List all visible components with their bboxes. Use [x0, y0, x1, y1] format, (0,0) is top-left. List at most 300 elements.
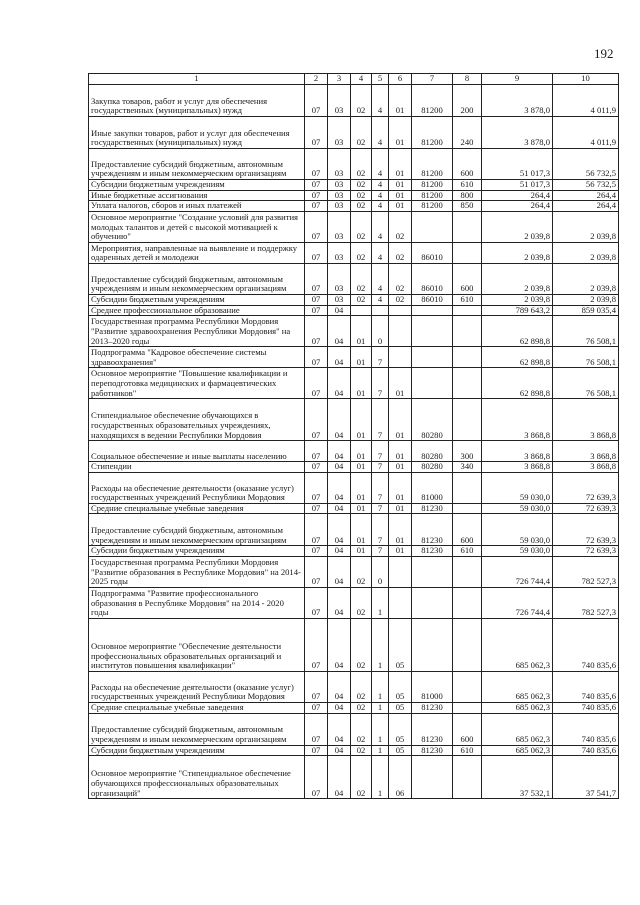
amount-col-10: 740 835,6 — [553, 672, 619, 703]
table-row — [89, 441, 619, 462]
section-code: 07 — [305, 745, 328, 756]
amount-col-10: 37 541,7 — [553, 756, 619, 799]
subprogram-code: 7 — [372, 347, 389, 368]
amount-col-9: 2 039,8 — [482, 294, 553, 305]
subprogram-code: 1 — [372, 588, 389, 619]
event-code: 02 — [389, 263, 412, 294]
column-header: 10 — [553, 74, 619, 85]
subsection-code: 04 — [328, 546, 351, 557]
expense-code: 81200 — [412, 180, 453, 191]
amount-col-10: 740 835,6 — [553, 703, 619, 714]
amount-col-10: 4 011,9 — [553, 85, 619, 117]
amount-col-9: 685 062,3 — [482, 745, 553, 756]
program-code: 02 — [351, 557, 372, 588]
row-name: Мероприятия, направленные на выявление и поддержку одаренных детей и молодежи — [89, 242, 305, 263]
program-code: 01 — [351, 462, 372, 473]
expense-code: 80280 — [412, 441, 453, 462]
row-name: Субсидии бюджетным учреждениям — [89, 180, 305, 191]
section-code: 07 — [305, 201, 328, 212]
subprogram-code: 7 — [372, 546, 389, 557]
expense-code: 81200 — [412, 149, 453, 180]
column-header: 6 — [389, 74, 412, 85]
program-code: 01 — [351, 399, 372, 441]
column-header: 8 — [453, 74, 482, 85]
subprogram-code: 4 — [372, 211, 389, 242]
subsection-code: 04 — [328, 588, 351, 619]
subprogram-code: 1 — [372, 756, 389, 799]
section-code: 07 — [305, 242, 328, 263]
program-code: 02 — [351, 190, 372, 201]
row-name: Иные закупки товаров, работ и услуг для обеспечения государственных (муниципальных) нужд — [89, 117, 305, 149]
amount-col-9: 59 030,0 — [482, 472, 553, 503]
expense-code: 81230 — [412, 503, 453, 514]
subprogram-code: 1 — [372, 703, 389, 714]
expense-code — [412, 211, 453, 242]
type-code — [453, 503, 482, 514]
section-code: 07 — [305, 180, 328, 191]
table-row — [89, 368, 619, 399]
subsection-code: 04 — [328, 713, 351, 745]
expense-code: 86010 — [412, 242, 453, 263]
program-code: 02 — [351, 180, 372, 191]
program-code: 01 — [351, 316, 372, 347]
expense-code: 81230 — [412, 703, 453, 714]
row-name: Подпрограмма "Кадровое обеспечение системы здравоохранения" — [89, 347, 305, 368]
section-code: 07 — [305, 190, 328, 201]
table-row — [89, 190, 619, 201]
type-code: 240 — [453, 117, 482, 149]
amount-col-10: 56 732,5 — [553, 149, 619, 180]
type-code — [453, 242, 482, 263]
event-code: 01 — [389, 399, 412, 441]
type-code — [453, 316, 482, 347]
table-row — [89, 672, 619, 703]
amount-col-10: 3 868,8 — [553, 441, 619, 462]
subprogram-code: 0 — [372, 316, 389, 347]
event-code: 01 — [389, 180, 412, 191]
row-name: Основное мероприятие "Обеспечение деятельности профессиональных образовательных организаций и институтов повышения квалификации" — [89, 619, 305, 672]
subsection-code: 04 — [328, 557, 351, 588]
program-code: 02 — [351, 588, 372, 619]
subprogram-code: 4 — [372, 201, 389, 212]
subsection-code: 04 — [328, 347, 351, 368]
section-code: 07 — [305, 305, 328, 316]
subprogram-code: 7 — [372, 472, 389, 503]
amount-col-10: 2 039,8 — [553, 211, 619, 242]
amount-col-9: 264,4 — [482, 190, 553, 201]
event-code: 05 — [389, 619, 412, 672]
amount-col-9: 62 898,8 — [482, 316, 553, 347]
subprogram-code: 7 — [372, 503, 389, 514]
event-code: 06 — [389, 756, 412, 799]
expense-code: 81200 — [412, 201, 453, 212]
section-code: 07 — [305, 117, 328, 149]
section-code: 07 — [305, 546, 328, 557]
event-code: 05 — [389, 672, 412, 703]
event-code: 01 — [389, 514, 412, 546]
amount-col-9: 62 898,8 — [482, 368, 553, 399]
subprogram-code: 7 — [372, 441, 389, 462]
column-header: 3 — [328, 74, 351, 85]
subsection-code: 04 — [328, 316, 351, 347]
column-header: 5 — [372, 74, 389, 85]
amount-col-10: 264,4 — [553, 201, 619, 212]
program-code: 02 — [351, 294, 372, 305]
section-code: 07 — [305, 514, 328, 546]
amount-col-10: 2 039,8 — [553, 294, 619, 305]
amount-col-10: 4 011,9 — [553, 117, 619, 149]
table-row — [89, 347, 619, 368]
subsection-code: 03 — [328, 294, 351, 305]
type-code — [453, 557, 482, 588]
table-body — [89, 85, 619, 799]
expense-code — [412, 305, 453, 316]
row-name: Основное мероприятие "Стипендиальное обеспечение обучающихся профессиональных образовательных организаций" — [89, 756, 305, 799]
subsection-code: 03 — [328, 263, 351, 294]
amount-col-10: 72 639,3 — [553, 546, 619, 557]
table-row — [89, 472, 619, 503]
subprogram-code: 7 — [372, 368, 389, 399]
type-code: 800 — [453, 190, 482, 201]
program-code: 02 — [351, 117, 372, 149]
subprogram-code: 7 — [372, 514, 389, 546]
column-header: 2 — [305, 74, 328, 85]
subsection-code: 03 — [328, 117, 351, 149]
section-code: 07 — [305, 462, 328, 473]
subprogram-code: 4 — [372, 294, 389, 305]
program-code: 02 — [351, 713, 372, 745]
expense-code: 81230 — [412, 713, 453, 745]
subprogram-code: 1 — [372, 713, 389, 745]
row-name: Субсидии бюджетным учреждениям — [89, 546, 305, 557]
section-code: 07 — [305, 756, 328, 799]
row-name: Закупка товаров, работ и услуг для обеспечения государственных (муниципальных) нужд — [89, 85, 305, 117]
type-code — [453, 399, 482, 441]
amount-col-9: 3 868,8 — [482, 462, 553, 473]
column-header: 1 — [89, 74, 305, 85]
event-code — [389, 305, 412, 316]
row-name: Государственная программа Республики Мордовия "Развитие образования в Республике Мордовия" на 2014-2025 годы — [89, 557, 305, 588]
expense-code — [412, 368, 453, 399]
table-row — [89, 514, 619, 546]
amount-col-10: 2 039,8 — [553, 263, 619, 294]
type-code — [453, 703, 482, 714]
type-code: 610 — [453, 745, 482, 756]
program-code — [351, 305, 372, 316]
subprogram-code: 1 — [372, 619, 389, 672]
amount-col-9: 726 744,4 — [482, 557, 553, 588]
amount-col-10: 264,4 — [553, 190, 619, 201]
event-code: 02 — [389, 211, 412, 242]
table-row — [89, 557, 619, 588]
table-row — [89, 619, 619, 672]
row-name: Стипендиальное обеспечение обучающихся в государственных образовательных учреждениях, находящихся в ведении Республики Мордовия — [89, 399, 305, 441]
event-code: 01 — [389, 503, 412, 514]
type-code: 850 — [453, 201, 482, 212]
row-name: Средние специальные учебные заведения — [89, 503, 305, 514]
amount-col-10: 76 508,1 — [553, 368, 619, 399]
subprogram-code: 0 — [372, 557, 389, 588]
event-code: 01 — [389, 472, 412, 503]
row-name: Подпрограмма "Развитие профессионального образования в Республике Мордовия" на 2014 - 2020 годы — [89, 588, 305, 619]
amount-col-10: 2 039,8 — [553, 242, 619, 263]
row-name: Предоставление субсидий бюджетным, автономным учреждениям и иным некоммерческим организациям — [89, 263, 305, 294]
type-code — [453, 211, 482, 242]
table-row — [89, 294, 619, 305]
subsection-code: 04 — [328, 745, 351, 756]
program-code: 02 — [351, 703, 372, 714]
subprogram-code: 4 — [372, 117, 389, 149]
row-name: Расходы на обеспечение деятельности (оказание услуг) государственных учреждений Республики Мордовия — [89, 472, 305, 503]
section-code: 07 — [305, 619, 328, 672]
subsection-code: 03 — [328, 242, 351, 263]
program-code: 02 — [351, 149, 372, 180]
section-code: 07 — [305, 149, 328, 180]
column-header: 9 — [482, 74, 553, 85]
expense-code: 86010 — [412, 294, 453, 305]
expense-code: 80280 — [412, 399, 453, 441]
amount-col-10: 782 527,3 — [553, 588, 619, 619]
amount-col-9: 3 868,8 — [482, 399, 553, 441]
event-code: 01 — [389, 190, 412, 201]
row-name: Предоставление субсидий бюджетным, автономным учреждениям и иным некоммерческим организациям — [89, 149, 305, 180]
amount-col-9: 789 643,2 — [482, 305, 553, 316]
subsection-code: 04 — [328, 462, 351, 473]
amount-col-9: 685 062,3 — [482, 672, 553, 703]
table-row — [89, 263, 619, 294]
subsection-code: 04 — [328, 672, 351, 703]
table-row — [89, 117, 619, 149]
subsection-code: 04 — [328, 703, 351, 714]
subsection-code: 04 — [328, 514, 351, 546]
amount-col-9: 685 062,3 — [482, 619, 553, 672]
expense-code — [412, 588, 453, 619]
table-row — [89, 201, 619, 212]
subsection-code: 03 — [328, 211, 351, 242]
section-code: 07 — [305, 588, 328, 619]
table-row — [89, 242, 619, 263]
subsection-code: 03 — [328, 201, 351, 212]
event-code: 02 — [389, 294, 412, 305]
amount-col-9: 59 030,0 — [482, 514, 553, 546]
expense-code: 81200 — [412, 190, 453, 201]
subprogram-code — [372, 305, 389, 316]
amount-col-9: 2 039,8 — [482, 211, 553, 242]
row-name: Иные бюджетные ассигнования — [89, 190, 305, 201]
subsection-code: 04 — [328, 368, 351, 399]
program-code: 02 — [351, 756, 372, 799]
program-code: 01 — [351, 546, 372, 557]
program-code: 02 — [351, 242, 372, 263]
row-name: Социальное обеспечение и иные выплаты населению — [89, 441, 305, 462]
event-code: 01 — [389, 85, 412, 117]
subsection-code: 04 — [328, 503, 351, 514]
event-code: 01 — [389, 546, 412, 557]
type-code — [453, 347, 482, 368]
amount-col-10: 76 508,1 — [553, 316, 619, 347]
section-code: 07 — [305, 347, 328, 368]
column-header: 4 — [351, 74, 372, 85]
table-row — [89, 503, 619, 514]
amount-col-10: 72 639,3 — [553, 503, 619, 514]
amount-col-9: 2 039,8 — [482, 242, 553, 263]
amount-col-9: 62 898,8 — [482, 347, 553, 368]
amount-col-9: 59 030,0 — [482, 503, 553, 514]
event-code: 05 — [389, 745, 412, 756]
amount-col-10: 782 527,3 — [553, 557, 619, 588]
subprogram-code: 4 — [372, 149, 389, 180]
row-name: Расходы на обеспечение деятельности (оказание услуг) государственных учреждений Республики Мордовия — [89, 672, 305, 703]
table-row — [89, 756, 619, 799]
amount-col-10: 56 732,5 — [553, 180, 619, 191]
column-header: 7 — [412, 74, 453, 85]
subprogram-code: 1 — [372, 672, 389, 703]
subprogram-code: 4 — [372, 85, 389, 117]
subprogram-code: 7 — [372, 399, 389, 441]
page-number: 192 — [594, 46, 614, 61]
section-code: 07 — [305, 263, 328, 294]
section-code: 07 — [305, 703, 328, 714]
type-code: 610 — [453, 294, 482, 305]
amount-col-10: 72 639,3 — [553, 514, 619, 546]
table-row — [89, 588, 619, 619]
event-code: 01 — [389, 368, 412, 399]
table-row — [89, 399, 619, 441]
type-code — [453, 672, 482, 703]
row-name: Стипендии — [89, 462, 305, 473]
program-code: 02 — [351, 263, 372, 294]
amount-col-9: 59 030,0 — [482, 546, 553, 557]
table-row — [89, 745, 619, 756]
program-code: 01 — [351, 347, 372, 368]
program-code: 02 — [351, 85, 372, 117]
program-code: 02 — [351, 211, 372, 242]
amount-col-9: 2 039,8 — [482, 263, 553, 294]
type-code: 610 — [453, 180, 482, 191]
event-code: 05 — [389, 703, 412, 714]
row-name: Предоставление субсидий бюджетным, автономным учреждениям и иным некоммерческим организациям — [89, 713, 305, 745]
subsection-code: 03 — [328, 190, 351, 201]
expense-code: 81230 — [412, 745, 453, 756]
type-code: 600 — [453, 149, 482, 180]
type-code — [453, 756, 482, 799]
section-code: 07 — [305, 294, 328, 305]
row-name: Субсидии бюджетным учреждениям — [89, 294, 305, 305]
expense-code: 81200 — [412, 85, 453, 117]
expense-code — [412, 756, 453, 799]
type-code: 340 — [453, 462, 482, 473]
type-code: 600 — [453, 713, 482, 745]
type-code: 600 — [453, 514, 482, 546]
type-code — [453, 588, 482, 619]
amount-col-9: 51 017,3 — [482, 149, 553, 180]
type-code: 610 — [453, 546, 482, 557]
subprogram-code: 7 — [372, 462, 389, 473]
table-row — [89, 546, 619, 557]
expense-code — [412, 347, 453, 368]
amount-col-9: 726 744,4 — [482, 588, 553, 619]
expense-code: 81000 — [412, 672, 453, 703]
program-code: 01 — [351, 368, 372, 399]
type-code: 200 — [453, 85, 482, 117]
expense-code: 81000 — [412, 472, 453, 503]
amount-col-10: 740 835,6 — [553, 619, 619, 672]
subprogram-code: 4 — [372, 263, 389, 294]
subsection-code: 04 — [328, 619, 351, 672]
subprogram-code: 1 — [372, 745, 389, 756]
amount-col-10: 740 835,6 — [553, 745, 619, 756]
row-name: Основное мероприятие "Создание условий для развития молодых талантов и детей с высокой мотивацией к обучению" — [89, 211, 305, 242]
table-row — [89, 85, 619, 117]
event-code: 02 — [389, 242, 412, 263]
amount-col-9: 51 017,3 — [482, 180, 553, 191]
subsection-code: 03 — [328, 149, 351, 180]
expense-code: 81200 — [412, 117, 453, 149]
table-row — [89, 462, 619, 473]
section-code: 07 — [305, 368, 328, 399]
amount-col-10: 3 868,8 — [553, 462, 619, 473]
amount-col-9: 685 062,3 — [482, 713, 553, 745]
table-row — [89, 149, 619, 180]
program-code: 01 — [351, 503, 372, 514]
section-code: 07 — [305, 399, 328, 441]
program-code: 02 — [351, 201, 372, 212]
amount-col-10: 859 035,4 — [553, 305, 619, 316]
event-code — [389, 316, 412, 347]
subprogram-code: 4 — [372, 242, 389, 263]
event-code — [389, 557, 412, 588]
amount-col-9: 3 868,8 — [482, 441, 553, 462]
event-code: 01 — [389, 149, 412, 180]
event-code — [389, 588, 412, 619]
type-code — [453, 368, 482, 399]
section-code: 07 — [305, 672, 328, 703]
amount-col-9: 264,4 — [482, 201, 553, 212]
event-code: 01 — [389, 462, 412, 473]
subsection-code: 04 — [328, 399, 351, 441]
budget-table — [88, 73, 619, 799]
subsection-code: 04 — [328, 756, 351, 799]
subsection-code: 04 — [328, 441, 351, 462]
expense-code — [412, 557, 453, 588]
row-name: Уплата налогов, сборов и иных платежей — [89, 201, 305, 212]
row-name: Государственная программа Республики Мордовия "Развитие здравоохранения Республики Мордовия" на 2013–2020 годы — [89, 316, 305, 347]
expense-code — [412, 316, 453, 347]
expense-code: 80280 — [412, 462, 453, 473]
table-row — [89, 703, 619, 714]
subprogram-code: 4 — [372, 180, 389, 191]
amount-col-10: 72 639,3 — [553, 472, 619, 503]
subsection-code: 04 — [328, 472, 351, 503]
program-code: 02 — [351, 745, 372, 756]
type-code — [453, 472, 482, 503]
section-code: 07 — [305, 713, 328, 745]
row-name: Субсидии бюджетным учреждениям — [89, 745, 305, 756]
table-row — [89, 316, 619, 347]
row-name: Основное мероприятие "Повышение квалификации и переподготовка медицинских и фармацевтических работников" — [89, 368, 305, 399]
amount-col-9: 685 062,3 — [482, 703, 553, 714]
event-code — [389, 347, 412, 368]
row-name: Средние специальные учебные заведения — [89, 703, 305, 714]
program-code: 01 — [351, 514, 372, 546]
subsection-code: 04 — [328, 305, 351, 316]
section-code: 07 — [305, 85, 328, 117]
program-code: 02 — [351, 672, 372, 703]
amount-col-10: 740 835,6 — [553, 713, 619, 745]
table-row — [89, 211, 619, 242]
row-name: Предоставление субсидий бюджетным, автономным учреждениям и иным некоммерческим организациям — [89, 514, 305, 546]
table-row — [89, 180, 619, 191]
